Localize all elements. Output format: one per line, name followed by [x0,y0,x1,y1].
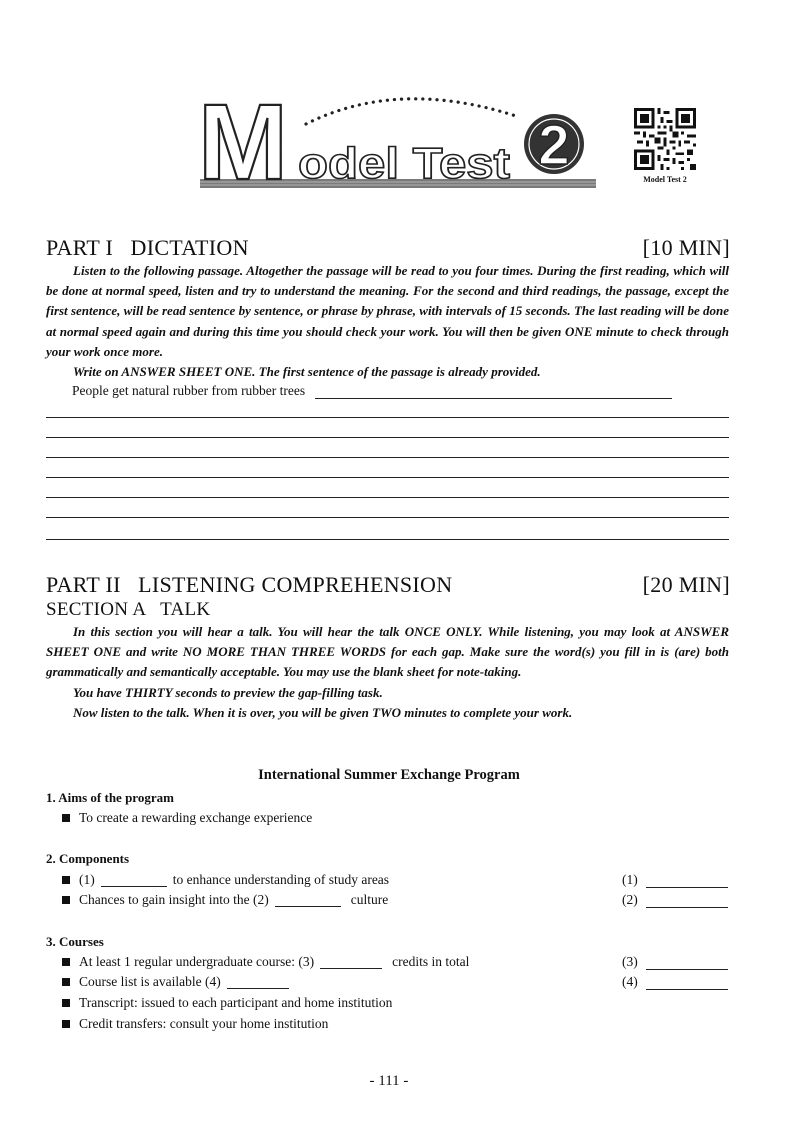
qr-code[interactable] [634,108,696,170]
part2-now-listen: Now listen to the talk. When it is over, you will be given TWO minutes to complete your work. [73,704,573,720]
dictation-line[interactable] [46,517,729,518]
dictation-line[interactable] [46,457,729,458]
answer-label: (2) [622,892,638,907]
first-sentence-row [72,383,672,399]
part1-instructions [46,261,729,382]
gap-1-label: (1) [79,872,95,887]
talk-title: International Summer Exchange Program [258,767,520,783]
bullet-square-icon [62,814,70,822]
part1-title: PART I DICTATION [46,235,249,260]
model-test-banner [198,86,598,196]
comp2-text: Chances to gain insight into the (2) [79,892,269,907]
list-item [62,995,392,1011]
part2-title: PART II LISTENING COMPREHENSION [46,572,453,597]
part1-time: [10 MIN] [642,235,730,260]
page-number: - 111 - [369,1073,409,1089]
bullet-square-icon [62,896,70,904]
answer-label: (4) [622,974,638,989]
answer-label: (1) [622,872,638,887]
part2-time: [20 MIN] [642,572,730,597]
part1-write-on: Write on ANSWER SHEET ONE. The first sentence of the passage is already provided. [73,364,541,380]
list-item [62,1016,328,1032]
bullet-square-icon [62,1020,70,1028]
bullet-square-icon [62,978,70,986]
title-number: 2 [538,113,570,176]
answer-label: (3) [622,954,638,969]
comp2-post-text: culture [350,892,389,907]
gap-1-blank[interactable] [101,873,167,887]
components-heading: 2. Components [46,851,130,866]
dictation-line[interactable] [46,437,729,438]
dictation-line[interactable] [46,497,729,498]
part1-heading [46,235,730,261]
answer-line-3[interactable] [622,954,728,970]
bullet-square-icon [62,958,70,966]
dictation-line[interactable] [46,539,729,540]
title-letter-m: M [198,86,288,196]
course2-text: Course list is available (4) [79,974,221,989]
course4-text: Credit transfers: consult your home institution [79,1016,329,1031]
title-text: odel Test [298,139,511,188]
comp1-text: to enhance understanding of study areas [172,872,390,887]
aims-heading: 1. Aims of the program [46,790,174,805]
answer-line-2[interactable] [622,892,728,908]
part2-preview: You have THIRTY seconds to preview the gap-filling task. [73,684,383,700]
course1-text: At least 1 regular undergraduate course: (3) [79,954,315,969]
dictation-line[interactable] [46,417,729,418]
list-item [62,892,388,908]
courses-heading: 3. Courses [46,934,104,949]
answer-line-4[interactable] [622,974,728,990]
dictation-blank-0[interactable] [315,384,672,399]
bullet-square-icon [62,999,70,1007]
dictation-line[interactable] [46,477,729,478]
course3-text: Transcript: issued to each participant and home institution [79,995,393,1010]
part1-instruction-text: Listen to the following passage. Altogether the passage will be read to you four times. During the first reading, which will be done at normal speed, listen and try to understand the meaning. For the second and third readings, the passage, except the first sentence, will be read sentence by sentence, or phrase by phrase, with intervals of 15 seconds. The last reading will be done at normal speed again and during this time you should check your work. You will then be given ONE minute to check through your work once more. [46,263,729,359]
list-item [62,974,295,990]
qr-label: Model Test 2 [643,175,687,184]
list-item [62,872,389,888]
aims-bullet-text: To create a rewarding exchange experience [79,810,313,825]
part2-heading [46,572,730,598]
list-item [62,810,312,826]
bullet-square-icon [62,876,70,884]
part2-instructions [46,622,729,723]
section-a-heading: SECTION A TALK [46,599,211,620]
gap-4-blank[interactable] [227,975,289,989]
answer-line-1[interactable] [622,872,728,888]
course1-post-text: credits in total [392,954,470,969]
first-sentence: People get natural rubber from rubber trees [72,383,306,398]
part2-instruction-text: In this section you will hear a talk. You will hear the talk ONCE ONLY. While listening, you may look at ANSWER SHEET ONE and write NO MORE THAN THREE WORDS for each gap. Make sure the word(s) you fill in is (are) both grammatically and semantically acceptable. You may use the blank sheet for note-taking. [46,624,729,680]
gap-2-blank[interactable] [275,893,341,907]
banner-graphic [198,86,598,196]
gap-3-blank[interactable] [320,955,382,969]
list-item [62,954,469,970]
